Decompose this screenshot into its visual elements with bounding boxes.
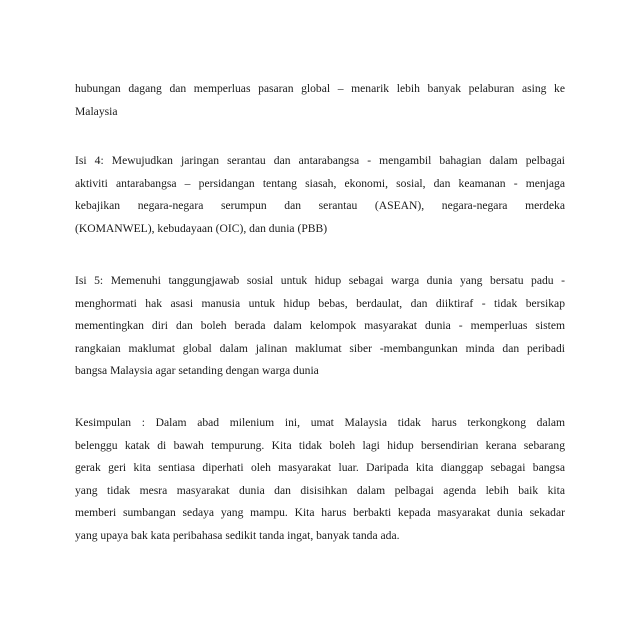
text-line: aktiviti antarabangsa – persidangan tentang siasah, ekonomi, sosial, dan keamanan - menjaga (75, 176, 565, 190)
paragraph-kesimpulan (75, 412, 565, 547)
text-line: Isi 5: Memenuhi tanggungjawab sosial untuk hidup sebagai warga dunia yang bersatu padu - (75, 274, 565, 287)
text-line: yang tidak mesra masyarakat dunia dan disisihkan dalam pelbagai agenda lebih baik kita (75, 483, 565, 497)
text-line: hubungan dagang dan memperluas pasaran global – menarik lebih banyak pelaburan asing ke (75, 82, 565, 95)
text-line: menghormati hak asasi manusia untuk hidup bebas, berdaulat, dan diiktiraf - tidak bersikap (75, 296, 565, 310)
text-line: mementingkan diri dan boleh berada dalam kelompok masyarakat dunia - memperluas sistem (75, 319, 565, 332)
text-line: rangkaian maklumat global dalam jalinan maklumat siber -membangunkan minda dan peribadi (75, 341, 565, 355)
text-line: kebajikan negara-negara serumpun dan serantau (ASEAN), negara-negara merdeka (75, 199, 565, 212)
text-line: belenggu katak di bawah tempurung. Kita tidak boleh lagi hidup bersendirian kerana sebarang (75, 438, 565, 452)
paragraph-isi-5 (75, 270, 565, 383)
text-line: memberi sumbangan sedaya yang mampu. Kita harus berbakti kepada masyarakat dunia sekadar (75, 506, 565, 519)
paragraph-isi-4 (75, 150, 565, 240)
text-line: (KOMANWEL), kebudayaan (OIC), dan dunia (PBB) (75, 221, 328, 235)
paragraph-intro-continuation (75, 78, 565, 123)
text-line: yang upaya bak kata peribahasa sedikit tanda ingat, banyak tanda ada. (75, 528, 400, 542)
text-line: gerak geri kita sentiasa diperhati oleh masyarakat luar. Daripada kita dianggap sebagai bangsa (75, 461, 565, 474)
text-line: bangsa Malaysia agar setanding dengan warga dunia (75, 364, 319, 377)
text-line: Isi 4: Mewujudkan jaringan serantau dan antarabangsa - mengambil bahagian dalam pelbagai (75, 154, 565, 167)
text-line: Malaysia (75, 104, 118, 118)
text-line: Kesimpulan : Dalam abad milenium ini, umat Malaysia tidak harus terkongkong dalam (75, 416, 565, 429)
